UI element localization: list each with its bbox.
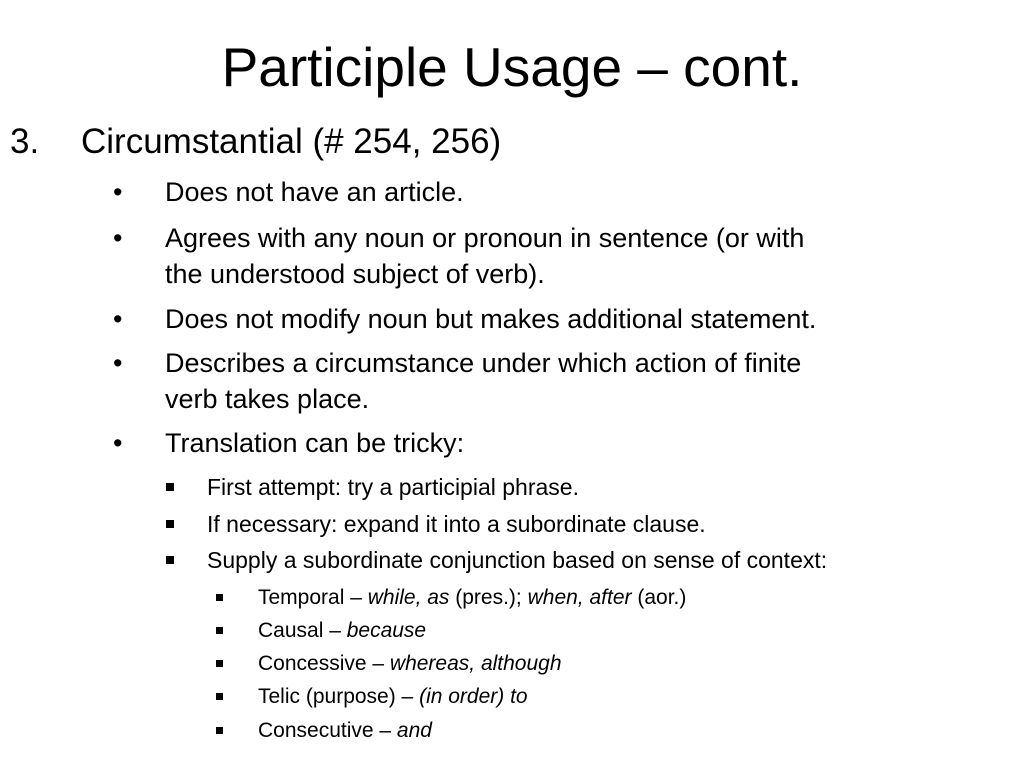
square-bullet-icon: [216, 594, 223, 601]
sub-bullet-text: If necessary: expand it into a subordinate clause.: [207, 511, 706, 537]
square-bullet-icon: [216, 727, 223, 734]
square-bullet-icon: [166, 483, 174, 491]
bullet-text: Does not have an article.: [165, 177, 464, 207]
conjunction-text: [258, 684, 528, 710]
conjunction-label: Telic (purpose) –: [258, 685, 420, 708]
bullet-text-line: the understood subject of verb).: [165, 259, 545, 289]
bullet-dot-icon: •: [113, 348, 123, 378]
conjunction-label: Concessive –: [258, 652, 390, 675]
bullet-dot-icon: •: [113, 223, 123, 253]
bullet-text-line: verb takes place.: [165, 384, 370, 414]
square-bullet-icon: [216, 693, 223, 700]
bullet-text-line: Agrees with any noun or pronoun in sentence (or with: [165, 223, 805, 253]
conjunction-examples: while, as: [367, 586, 450, 609]
conjunction-examples: because: [346, 619, 427, 642]
conjunction-label: Temporal –: [258, 586, 368, 609]
bullet-text: [165, 220, 1005, 292]
conjunction-note: (aor.): [631, 586, 687, 609]
square-bullet-icon: [166, 520, 174, 528]
slide-title: Participle Usage – cont.: [221, 36, 803, 98]
square-bullet-icon: [166, 556, 174, 564]
conjunction-examples: when, after: [527, 586, 632, 609]
conjunction-text: [258, 585, 686, 611]
bullet-dot-icon: •: [113, 177, 123, 207]
bullet-text: Translation can be tricky:: [165, 428, 465, 458]
bullet-dot-icon: •: [113, 428, 123, 458]
square-bullet-icon: [216, 627, 223, 634]
bullet-dot-icon: •: [113, 304, 123, 334]
item-heading: Circumstantial (# 254, 256): [81, 122, 502, 161]
conjunction-label: Consecutive –: [258, 719, 397, 742]
bullet-text-line: Describes a circumstance under which action of finite: [165, 348, 802, 378]
conjunction-label: Causal –: [258, 619, 347, 642]
conjunction-text: [258, 618, 426, 644]
conjunction-examples: (in order) to: [419, 685, 528, 708]
item-number: 3.: [10, 122, 40, 161]
conjunction-examples: and: [396, 719, 432, 742]
square-bullet-icon: [216, 660, 223, 667]
bullet-text: Does not modify noun but makes additional statement.: [165, 304, 817, 334]
sub-bullet-text: First attempt: try a participial phrase.: [207, 474, 579, 500]
bullet-text: [165, 345, 1005, 417]
conjunction-examples: whereas, although: [389, 652, 562, 675]
sub-bullet-text: Supply a subordinate conjunction based on sense of context:: [207, 547, 828, 573]
conjunction-text: [258, 718, 432, 744]
conjunction-text: [258, 651, 562, 677]
conjunction-note: (pres.);: [449, 586, 528, 609]
